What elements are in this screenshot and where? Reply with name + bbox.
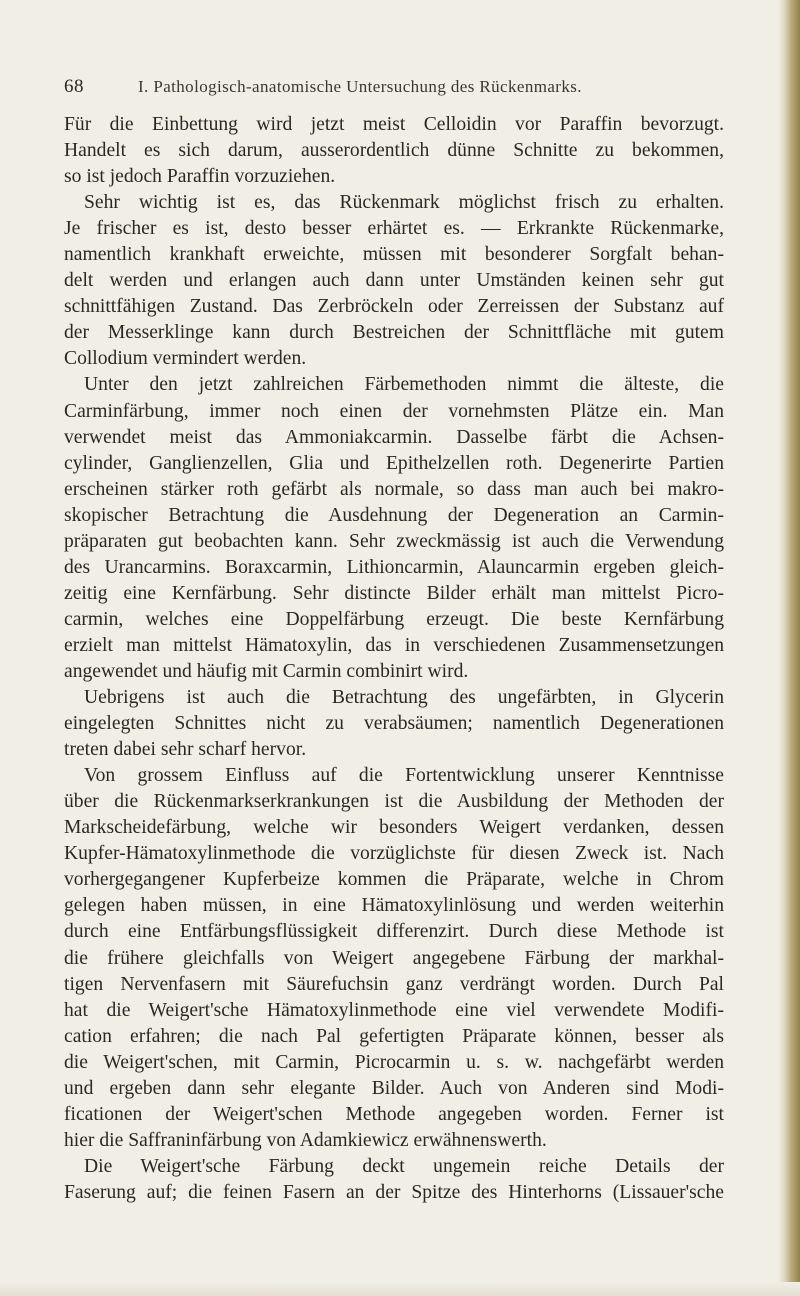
text-line: zeitig eine Kernfärbung. Sehr distincte Bilder erhält man mittelst Picro- bbox=[64, 582, 724, 604]
text-line: skopischer Betrachtung die Ausdehnung der Degeneration an Carmin- bbox=[64, 504, 724, 526]
text-line: treten dabei sehr scharf hervor. bbox=[64, 739, 307, 761]
text-line: des Urancarmins. Boraxcarmin, Lithioncarmin, Alauncarmin ergeben gleich- bbox=[64, 556, 724, 578]
text-line: hier die Saffraninfärbung von Adamkiewicz erwähnenswerth. bbox=[64, 1129, 547, 1151]
page-edge-shadow bbox=[778, 0, 800, 1296]
text-line: Je frischer es ist, desto besser erhärtet es. — Erkrankte Rückenmarke, bbox=[64, 218, 724, 240]
text-line: Uebrigens ist auch die Betrachtung des ungefärbten, in Glycerin bbox=[84, 687, 724, 709]
text-line: die Weigert'schen, mit Carmin, Picrocarmin u. s. w. nachgefärbt werden bbox=[64, 1051, 724, 1073]
text-line: der Messerklinge kann durch Bestreichen der Schnittfläche mit gutem bbox=[64, 322, 724, 344]
text-line: vorhergegangener Kupferbeize kommen die Präparate, welche in Chrom bbox=[64, 869, 724, 891]
text-line: eingelegten Schnittes nicht zu verabsäumen; namentlich Degenerationen bbox=[64, 713, 724, 735]
text-line: Handelt es sich darum, ausserordentlich dünne Schnitte zu bekommen, bbox=[64, 140, 724, 162]
text-line: angewendet und häufig mit Carmin combinirt wird. bbox=[64, 660, 469, 682]
text-line: cylinder, Ganglienzellen, Glia und Epithelzellen roth. Degenerirte Partien bbox=[64, 452, 724, 474]
text-line: so ist jedoch Paraffin vorzuziehen. bbox=[64, 166, 336, 188]
text-line: und ergeben dann sehr elegante Bilder. Auch von Anderen sind Modi- bbox=[64, 1077, 724, 1099]
text-line: cation erfahren; die nach Pal gefertigten Präparate können, besser als bbox=[64, 1025, 724, 1047]
page-bottom-edge bbox=[0, 1282, 800, 1296]
text-line: verwendet meist das Ammoniakcarmin. Dasselbe färbt die Achsen- bbox=[64, 426, 724, 448]
text-line: namentlich krankhaft erweichte, müssen mit besonderer Sorgfalt behan- bbox=[64, 244, 724, 266]
text-line: Markscheidefärbung, welche wir besonders Weigert verdanken, dessen bbox=[64, 817, 724, 839]
text-line: über die Rückenmarkserkrankungen ist die Ausbildung der Methoden der bbox=[64, 791, 724, 813]
text-line: schnittfähigen Zustand. Das Zerbröckeln oder Zerreissen der Substanz auf bbox=[64, 296, 724, 318]
page-header bbox=[64, 76, 724, 100]
text-line: präparaten gut beobachten kann. Sehr zweckmässig ist auch die Verwendung bbox=[64, 530, 724, 552]
text-line: durch eine Entfärbungsflüssigkeit differenzirt. Durch diese Methode ist bbox=[64, 921, 724, 943]
text-line: Kupfer-Hämatoxylinmethode die vorzüglichste für diesen Zweck ist. Nach bbox=[64, 843, 724, 865]
text-line: hat die Weigert'sche Hämatoxylinmethode eine viel verwendete Modifi- bbox=[64, 999, 724, 1021]
text-line: tigen Nervenfasern mit Säurefuchsin ganz verdrängt worden. Durch Pal bbox=[64, 973, 724, 995]
page-number: 68 bbox=[64, 76, 84, 97]
body-text bbox=[64, 112, 724, 1206]
text-line: Sehr wichtig ist es, das Rückenmark möglichst frisch zu erhalten. bbox=[84, 192, 724, 214]
text-line: erscheinen stärker roth gefärbt als normale, so dass man auch bei makro- bbox=[64, 478, 724, 500]
text-line: Die Weigert'sche Färbung deckt ungemein reiche Details der bbox=[84, 1155, 724, 1177]
text-line: Unter den jetzt zahlreichen Färbemethoden nimmt die älteste, die bbox=[84, 374, 724, 396]
text-line: erzielt man mittelst Hämatoxylin, das in verschiedenen Zusammensetzungen bbox=[64, 634, 724, 656]
text-line: carmin, welches eine Doppelfärbung erzeugt. Die beste Kernfärbung bbox=[64, 608, 724, 630]
text-line: Carminfärbung, immer noch einen der vornehmsten Plätze ein. Man bbox=[64, 400, 724, 422]
text-line: Collodium vermindert werden. bbox=[64, 348, 307, 370]
text-line: delt werden und erlangen auch dann unter Umständen keinen sehr gut bbox=[64, 270, 724, 292]
text-line: Für die Einbettung wird jetzt meist Celloidin vor Paraffin bevorzugt. bbox=[64, 114, 724, 135]
text-line: die frühere gleichfalls von Weigert angegebene Färbung der markhal- bbox=[64, 947, 724, 969]
running-head: I. Pathologisch-anatomische Untersuchung des Rückenmarks. bbox=[138, 77, 582, 96]
text-line: gelegen haben müssen, in eine Hämatoxylinlösung und werden weiterhin bbox=[64, 895, 724, 917]
text-line: Von grossem Einfluss auf die Fortentwicklung unserer Kenntnisse bbox=[84, 765, 724, 787]
text-line: ficationen der Weigert'schen Methode angegeben worden. Ferner ist bbox=[64, 1103, 724, 1125]
text-line: Faserung auf; die feinen Fasern an der Spitze des Hinterhorns (Lissauer'sche bbox=[64, 1181, 724, 1203]
